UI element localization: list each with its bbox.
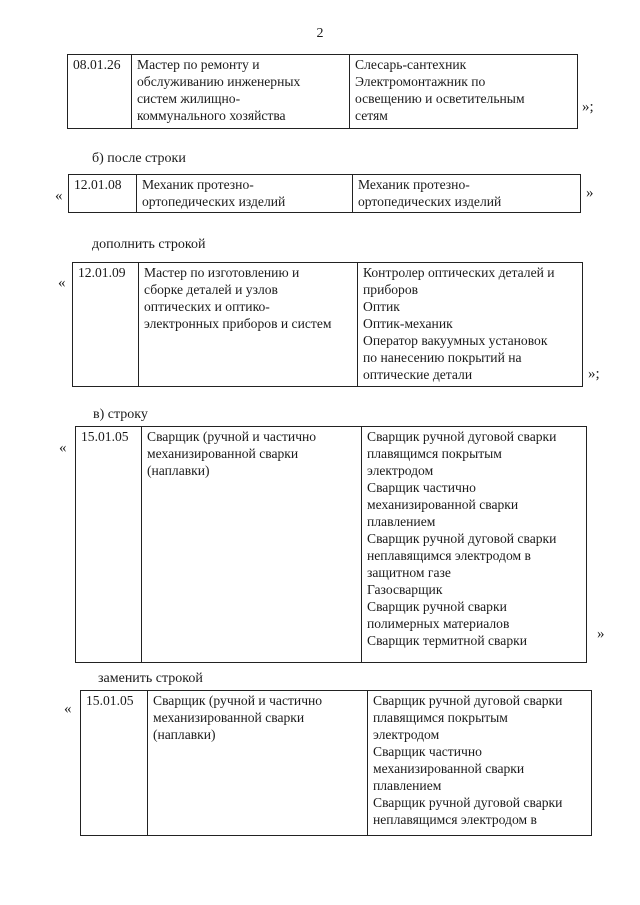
cell-line: ортопедических изделий: [358, 194, 502, 209]
cell-line: по нанесению покрытий на: [363, 350, 522, 365]
cell-line: Механик протезно-: [142, 177, 254, 192]
cell-line: Сварщик ручной сварки: [367, 599, 507, 614]
cell-line: плавящимся покрытым: [367, 446, 502, 461]
cell-line: Сварщик частично: [373, 744, 482, 759]
caption-after-row: б) после строки: [92, 151, 186, 166]
cell-line: Сварщик ручной дуговой сварки: [367, 531, 557, 546]
table-row-08-01-26: [67, 54, 578, 129]
cell-line: Слесарь-сантехник: [355, 57, 467, 72]
opening-quote: «: [58, 275, 66, 291]
caption-add-row: дополнить строкой: [92, 237, 206, 252]
cell-line: освещению и осветительным: [355, 91, 525, 106]
cell-line: Оптик: [363, 299, 400, 314]
cell-line: (наплавки): [153, 727, 216, 742]
cell-line: Оптик-механик: [363, 316, 453, 331]
cell-line: плавлением: [373, 778, 442, 793]
cell-line: Газосварщик: [367, 582, 443, 597]
table-row-15-01-05-new: [80, 690, 592, 836]
closing-quote: »: [586, 185, 594, 201]
cell-line: механизированной сварки: [367, 497, 519, 512]
opening-quote: «: [55, 188, 63, 204]
cell-line: Сварщик (ручной и частично: [147, 429, 317, 444]
cell-line: электронных приборов и систем: [144, 316, 332, 331]
cell-line: сетям: [355, 108, 388, 123]
cell-line: Сварщик (ручной и частично: [153, 693, 323, 708]
closing-quote: »: [597, 626, 605, 642]
cell-line: ортопедических изделий: [142, 194, 286, 209]
position-cell: [142, 427, 362, 663]
code-cell: 08.01.26: [68, 55, 132, 129]
professions-cell: [353, 175, 581, 213]
table-row-12-01-08: [68, 174, 581, 213]
cell-line: механизированной сварки: [373, 761, 525, 776]
code-cell: 12.01.08: [69, 175, 137, 213]
professions-cell: [368, 691, 592, 836]
professions-cell: [362, 427, 587, 663]
opening-quote: «: [59, 440, 67, 456]
professions-cell: [350, 55, 578, 129]
cell-line: Оператор вакуумных установок: [363, 333, 548, 348]
cell-line: Механик протезно-: [358, 177, 470, 192]
cell-line: оптические детали: [363, 367, 473, 382]
cell-line: оптических и оптико-: [144, 299, 270, 314]
cell-line: сборке деталей и узлов: [144, 282, 278, 297]
professions-cell: [358, 263, 583, 387]
cell-line: приборов: [363, 282, 419, 297]
code-cell: 12.01.09: [73, 263, 139, 387]
cell-line: (наплавки): [147, 463, 210, 478]
opening-quote: «: [64, 701, 72, 717]
cell-line: Контролер оптических деталей и: [363, 265, 555, 280]
table-row-15-01-05-old: [75, 426, 587, 663]
caption-row: в) строку: [93, 407, 148, 422]
cell-line: Мастер по ремонту и: [137, 57, 260, 72]
cell-line: неплавящимся электродом в: [367, 548, 531, 563]
table-row-12-01-09: [72, 262, 583, 387]
position-cell: [139, 263, 358, 387]
cell-line: защитном газе: [367, 565, 451, 580]
cell-line: полимерных материалов: [367, 616, 510, 631]
cell-line: Мастер по изготовлению и: [144, 265, 300, 280]
closing-quote: »;: [582, 99, 594, 115]
cell-line: плавлением: [367, 514, 436, 529]
position-cell: [148, 691, 368, 836]
cell-line: плавящимся покрытым: [373, 710, 508, 725]
cell-line: неплавящимся электродом в: [373, 812, 537, 827]
caption-replace-row: заменить строкой: [98, 671, 203, 686]
code-cell: 15.01.05: [76, 427, 142, 663]
cell-line: Сварщик термитной сварки: [367, 633, 527, 648]
position-cell: [137, 175, 353, 213]
cell-line: коммунального хозяйства: [137, 108, 286, 123]
code-cell: 15.01.05: [81, 691, 148, 836]
cell-line: Сварщик ручной дуговой сварки: [373, 693, 563, 708]
cell-line: электродом: [367, 463, 434, 478]
cell-line: Сварщик частично: [367, 480, 476, 495]
cell-line: механизированной сварки: [153, 710, 305, 725]
cell-line: Сварщик ручной дуговой сварки: [373, 795, 563, 810]
closing-quote: »;: [588, 366, 600, 382]
cell-line: Электромонтажник по: [355, 74, 486, 89]
cell-line: Сварщик ручной дуговой сварки: [367, 429, 557, 444]
page-number: 2: [316, 26, 324, 41]
cell-line: обслуживанию инженерных: [137, 74, 301, 89]
cell-line: электродом: [373, 727, 440, 742]
cell-line: систем жилищно-: [137, 91, 241, 106]
position-cell: [132, 55, 350, 129]
cell-line: механизированной сварки: [147, 446, 299, 461]
